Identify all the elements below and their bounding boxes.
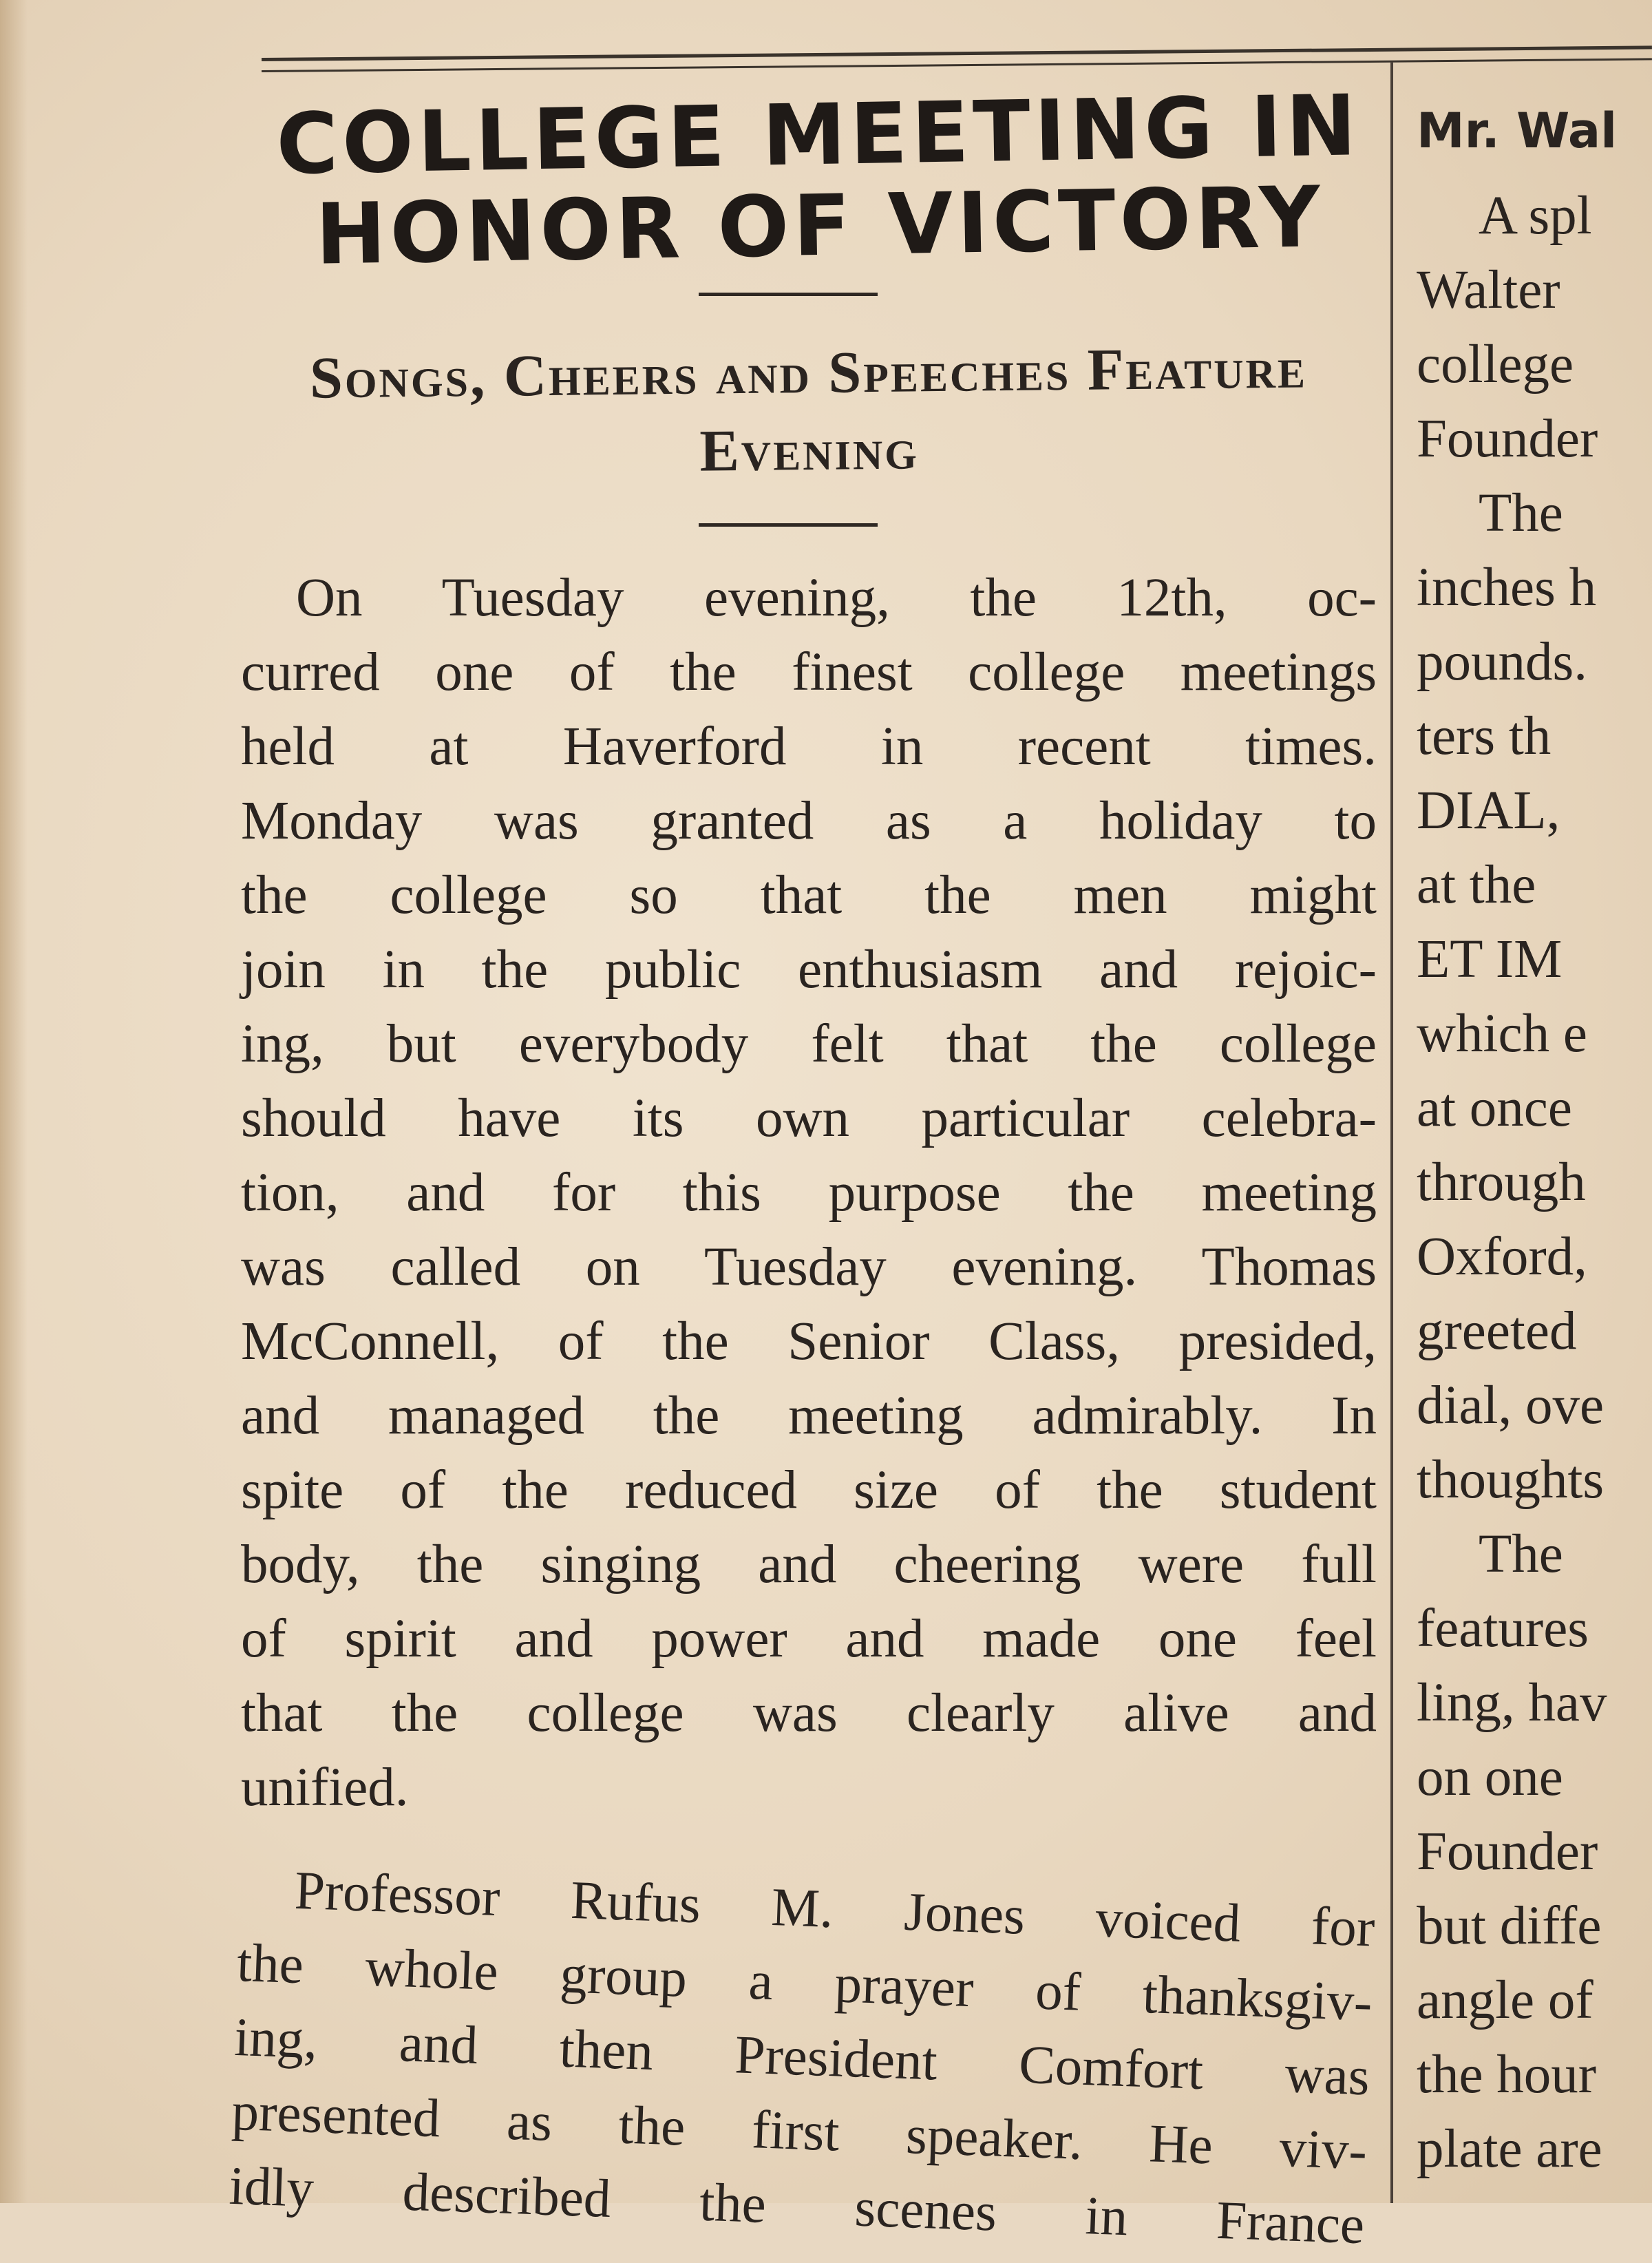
- adjacent-heading: Mr. Wal: [1417, 103, 1618, 159]
- paragraph-line: that the college was clearly alive and: [241, 1683, 1377, 1743]
- adjacent-line: A spl: [1479, 186, 1592, 246]
- adjacent-line: ET IM: [1417, 929, 1563, 989]
- adjacent-line: Founder: [1417, 409, 1598, 469]
- subheading-separator: [699, 523, 878, 527]
- paragraph-line: presented as the first speaker. He viv-: [231, 2081, 1368, 2182]
- adjacent-line: the hour: [1417, 2045, 1597, 2105]
- paragraph-line: curred one of the finest college meetings: [241, 642, 1377, 702]
- paragraph-line: ing, but everybody felt that the college: [241, 1014, 1377, 1074]
- paragraph-line: body, the singing and cheering were full: [241, 1535, 1377, 1594]
- paragraph-line: idly described the scenes in France: [228, 2156, 1366, 2256]
- paragraph-line: the whole group a prayer of thanksgiv-: [235, 1933, 1373, 2033]
- paragraph-line: spite of the reduced size of the student: [241, 1460, 1377, 1520]
- paragraph-line: Monday was granted as a holiday to: [241, 791, 1377, 851]
- adjacent-column: [1411, 103, 1652, 2203]
- paragraph-line: ing, and then President Comfort was: [233, 2007, 1371, 2107]
- adjacent-line: DIAL,: [1417, 781, 1560, 841]
- paragraph-line: On Tuesday evening, the 12th, oc-: [296, 568, 1377, 628]
- adjacent-line: The: [1479, 483, 1563, 543]
- paragraph-line: and managed the meeting admirably. In: [241, 1386, 1377, 1446]
- paragraph-line: held at Haverford in recent times.: [241, 717, 1377, 777]
- headline-separator: [699, 293, 878, 296]
- paragraph-line: McConnell, of the Senior Class, presided,: [241, 1312, 1377, 1371]
- adjacent-line: greeted: [1417, 1301, 1577, 1361]
- paragraph-line: tion, and for this purpose the meeting: [241, 1163, 1377, 1223]
- subheading-line-2: Evening: [699, 415, 920, 484]
- adjacent-line: on one: [1417, 1747, 1563, 1807]
- paragraph-line: unified.: [241, 1758, 409, 1818]
- paragraph-line: the college so that the men might: [241, 865, 1377, 925]
- adjacent-line: Oxford,: [1417, 1227, 1587, 1287]
- adjacent-line: ling, hav: [1417, 1673, 1607, 1733]
- adjacent-line: plate are: [1417, 2119, 1602, 2179]
- adjacent-line: pounds.: [1417, 632, 1587, 692]
- paragraph-line: should have its own particular celebra-: [241, 1088, 1377, 1148]
- adjacent-line: thoughts: [1417, 1450, 1605, 1510]
- adjacent-line: at once: [1417, 1078, 1572, 1138]
- adjacent-line: angle of: [1417, 1970, 1593, 2030]
- paragraph-line: was called on Tuesday evening. Thomas: [241, 1237, 1377, 1297]
- headline-line-2: HONOR OF VICTORY: [315, 168, 1326, 284]
- adjacent-line: The: [1479, 1524, 1563, 1584]
- paragraph-line: of spirit and power and made one feel: [241, 1609, 1377, 1669]
- subheading-line-1: Songs, Cheers and Speeches Feature: [309, 334, 1308, 411]
- paragraph-line: join in the public enthusiasm and rejoic-: [241, 940, 1377, 1000]
- page-edge-shadow: [0, 0, 28, 2203]
- adjacent-line: but diffe: [1417, 1896, 1602, 1956]
- adjacent-line: inches h: [1417, 558, 1597, 618]
- adjacent-line: at the: [1417, 855, 1536, 915]
- adjacent-line: dial, ove: [1417, 1376, 1605, 1435]
- headline-line-1: COLLEGE MEETING IN: [275, 76, 1362, 193]
- article-headline: [267, 76, 1371, 284]
- article-column: [228, 69, 1377, 2256]
- article-paragraph-2: [228, 1852, 1376, 2263]
- article-paragraph-1: [241, 561, 1377, 1825]
- adjacent-line: Walter: [1417, 260, 1560, 320]
- top-rule: [262, 45, 1652, 61]
- article-subheading: [240, 328, 1377, 494]
- adjacent-line: ters th: [1417, 706, 1552, 766]
- paragraph-line: Professor Rufus M. Jones voiced for: [293, 1860, 1376, 1959]
- column-divider: [1390, 62, 1393, 2203]
- adjacent-line: which e: [1417, 1004, 1587, 1064]
- adjacent-line: through: [1417, 1152, 1586, 1212]
- adjacent-line: Founder: [1417, 1822, 1598, 1882]
- adjacent-line: college: [1417, 335, 1574, 394]
- adjacent-text: [1417, 179, 1607, 2187]
- adjacent-line: features: [1417, 1599, 1589, 1659]
